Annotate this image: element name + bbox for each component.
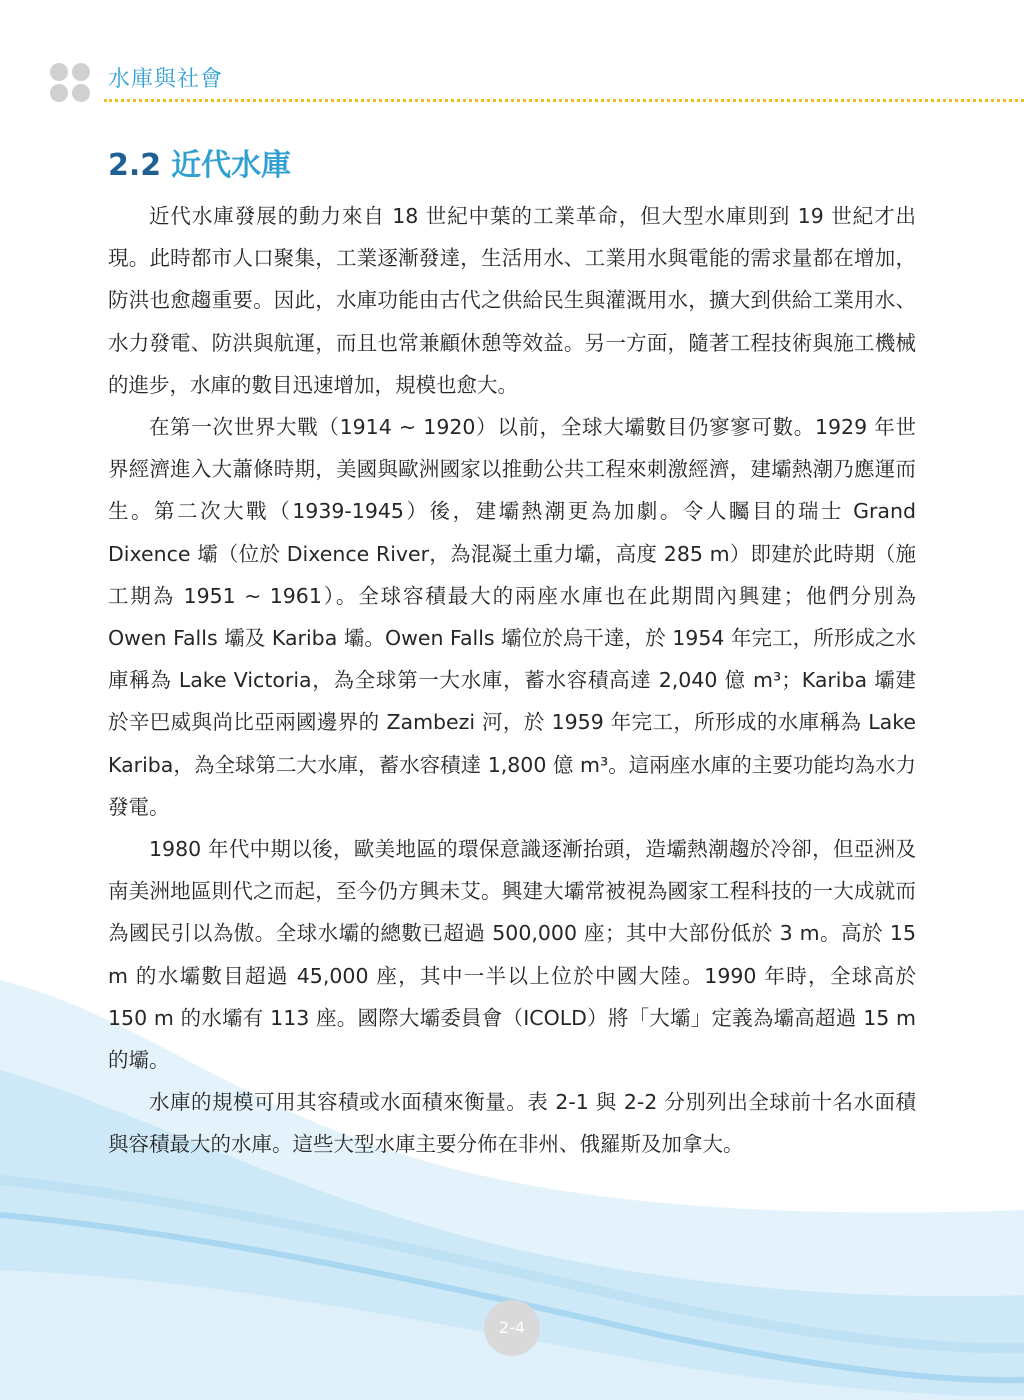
- section-heading: [108, 140, 291, 184]
- paragraph-4: 水庫的規模可用其容積或水面積來衡量。表 2-1 與 2-2 分別列出全球前十名水面積與容積最大的水庫。這些大型水庫主要分佈在非州、俄羅斯及加拿大。: [108, 1090, 916, 1157]
- section-number: 2.2: [108, 148, 162, 183]
- page-number-badge: 2-4: [484, 1300, 540, 1356]
- section-title: 近代水庫: [171, 148, 292, 183]
- paragraph-1: 近代水庫發展的動力來自 18 世紀中葉的工業革命，但大型水庫則到 19 世紀才出現。此時都市人口聚集，工業逐漸發達，生活用水、工業用水與電能的需求量都在增加，防洪也愈趨重要。因此，水庫功能由古代之供給民生與灌溉用水，擴大到供給工業用水、水力發電、防洪與航運，而且也常兼顧休憩等效益。另一方面，隨著工程技術與施工機械的進步，水庫的數目迅速增加，規模也愈大。: [108, 204, 916, 397]
- running-header-title: 水庫與社會: [108, 67, 224, 92]
- logo-dots-icon: [50, 63, 94, 103]
- paragraph-2: 在第一次世界大戰（1914 ~ 1920）以前，全球大壩數目仍寥寥可數。1929 年世界經濟進入大蕭條時期，美國與歐洲國家以推動公共工程來刺激經濟，建壩熱潮乃應運而生。第二次大戰（1939-1945）後，建壩熱潮更為加劇。令人矚目的瑞士 Grand Dixence 壩（位於 Dixence River，為混凝土重力壩，高度 285 m）即建於此時期（施工期為 1951 ~ 1961）。全球容積最大的兩座水庫也在此期間內興建；他們分別為 Owen Falls 壩及 Kariba 壩。Owen Falls 壩位於烏干達，於 1954 年完工，所形成之水庫稱為 Lake Victoria，為全球第一大水庫，蓄水容積高達 2,040 億 m³；Kariba 壩建於辛巴威與尚比亞兩國邊界的 Zambezi 河，於 1959 年完工，所形成的水庫稱為 Lake Kariba，為全球第二大水庫，蓄水容積達 1,800 億 m³。這兩座水庫的主要功能均為水力發電。: [108, 415, 916, 819]
- body-text: [108, 195, 916, 1166]
- paragraph-3: 1980 年代中期以後，歐美地區的環保意識逐漸抬頭，造壩熱潮趨於冷卻，但亞洲及南美洲地區則代之而起，至今仍方興未艾。興建大壩常被視為國家工程科技的一大成就而為國民引以為傲。全球水壩的總數已超過 500,000 座；其中大部份低於 3 m。高於 15 m 的水壩數目超過 45,000 座，其中一半以上位於中國大陸。1990 年時，全球高於 150 m 的水壩有 113 座。國際大壩委員會（ICOLD）將「大壩」定義為壩高超過 15 m 的壩。: [108, 837, 916, 1073]
- page-header: [0, 0, 1024, 110]
- header-dotted-rule: [104, 99, 1024, 102]
